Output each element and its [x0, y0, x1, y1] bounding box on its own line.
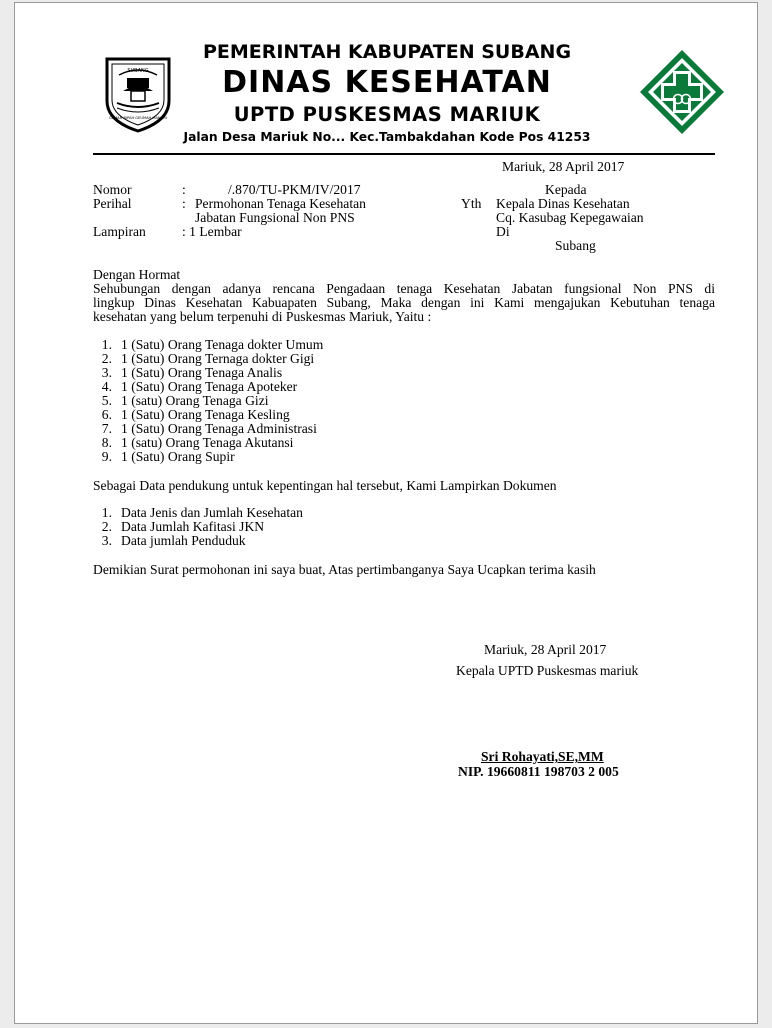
list-item: 1. 1 (Satu) Orang Tenaga dokter Umum [101, 337, 324, 352]
header-government-name: PEMERINTAH KABUPATEN SUBANG [202, 41, 572, 63]
svg-text:SUBANG: SUBANG [127, 68, 149, 74]
perihal-line-2: Jabatan Fungsional Non PNS [195, 210, 355, 225]
documents-list [93, 506, 303, 548]
nomor-label: Nomor [93, 182, 132, 197]
signature-title: Kepala UPTD Puskesmas mariuk [456, 663, 639, 678]
signatory-name: Sri Rohayati,SE,MM [481, 749, 604, 764]
needs-list [93, 338, 323, 464]
list-item: 1. Data Jenis dan Jumlah Kesehatan [101, 505, 303, 520]
letter-page [14, 2, 758, 1024]
perihal-separator: : [182, 196, 186, 211]
closing-sentence: Demikian Surat permohonan ini saya buat, Atas pertimbanganya Saya Ucapkan terima kasih [93, 562, 596, 577]
letter-date: Mariuk, 28 April 2017 [502, 159, 625, 174]
nomor-value: /.870/TU-PKM/IV/2017 [228, 182, 361, 197]
recipient-line-3: Di [496, 224, 510, 239]
lampiran-label: Lampiran [93, 224, 146, 239]
greeting: Dengan Hormat [93, 267, 181, 282]
list-item: 6. 1 (Satu) Orang Tenaga Kesling [101, 407, 290, 422]
list-item: 7. 1 (Satu) Orang Tenaga Administrasi [101, 421, 317, 436]
recipient-kepada: Kepada [545, 182, 587, 197]
paragraph-1-line-3: kesehatan yang belum terpenuhi di Puskesmas Mariuk, Yaitu : [93, 309, 432, 324]
header-address: Jalan Desa Mariuk No... Kec.Tambakdahan Kode Pos 41253 [183, 130, 591, 144]
paragraph-1-line-2: lingkup Dinas Kesehatan Kabuapaten Subang, Maka dengan ini Kami mengajukan Kebutuhan tenaga [93, 295, 715, 310]
perihal-label: Perihal [93, 196, 132, 211]
signatory-nip: NIP. 19660811 198703 2 005 [458, 764, 619, 779]
list-item: 8. 1 (satu) Orang Tenaga Akutansi [101, 435, 294, 450]
list-item: 3. Data jumlah Penduduk [101, 533, 246, 548]
lampiran-value: : 1 Lembar [182, 224, 242, 239]
recipient-line-1: Kepala Dinas Kesehatan [496, 196, 630, 211]
list-item: 3. 1 (Satu) Orang Tenaga Analis [101, 365, 283, 380]
list-item: 4. 1 (Satu) Orang Tenaga Apoteker [101, 379, 298, 394]
paragraph-1-line-1: Sehubungan dengan adanya rencana Pengadaan tenaga Kesehatan Jabatan fungsional Non PNS di [93, 281, 715, 296]
nomor-separator: : [182, 182, 186, 197]
list-item: 2. Data Jumlah Kafitasi JKN [101, 519, 265, 534]
list-item: 2. 1 (Satu) Orang Ternaga dokter Gigi [101, 351, 315, 366]
recipient-line-4: Subang [555, 238, 596, 253]
perihal-line-1: Permohonan Tenaga Kesehatan [195, 196, 366, 211]
header-department-name: DINAS KESEHATAN [222, 65, 552, 100]
list-item: 9. 1 (Satu) Orang Supir [101, 449, 235, 464]
svg-text:GEMAH RIPAH GEUMAH MANGRI: GEMAH RIPAH GEUMAH MANGRI [109, 116, 167, 120]
recipient-line-2: Cq. Kasubag Kepegawaian [496, 210, 644, 225]
signature-date: Mariuk, 28 April 2017 [484, 642, 607, 657]
header-unit-name: UPTD PUSKESMAS MARIUK [233, 103, 541, 126]
header-divider [93, 153, 715, 155]
paragraph-2: Sebagai Data pendukung untuk kepentingan hal tersebut, Kami Lampirkan Dokumen [93, 478, 557, 493]
list-item: 5. 1 (satu) Orang Tenaga Gizi [101, 393, 269, 408]
recipient-yth: Yth [461, 196, 482, 211]
